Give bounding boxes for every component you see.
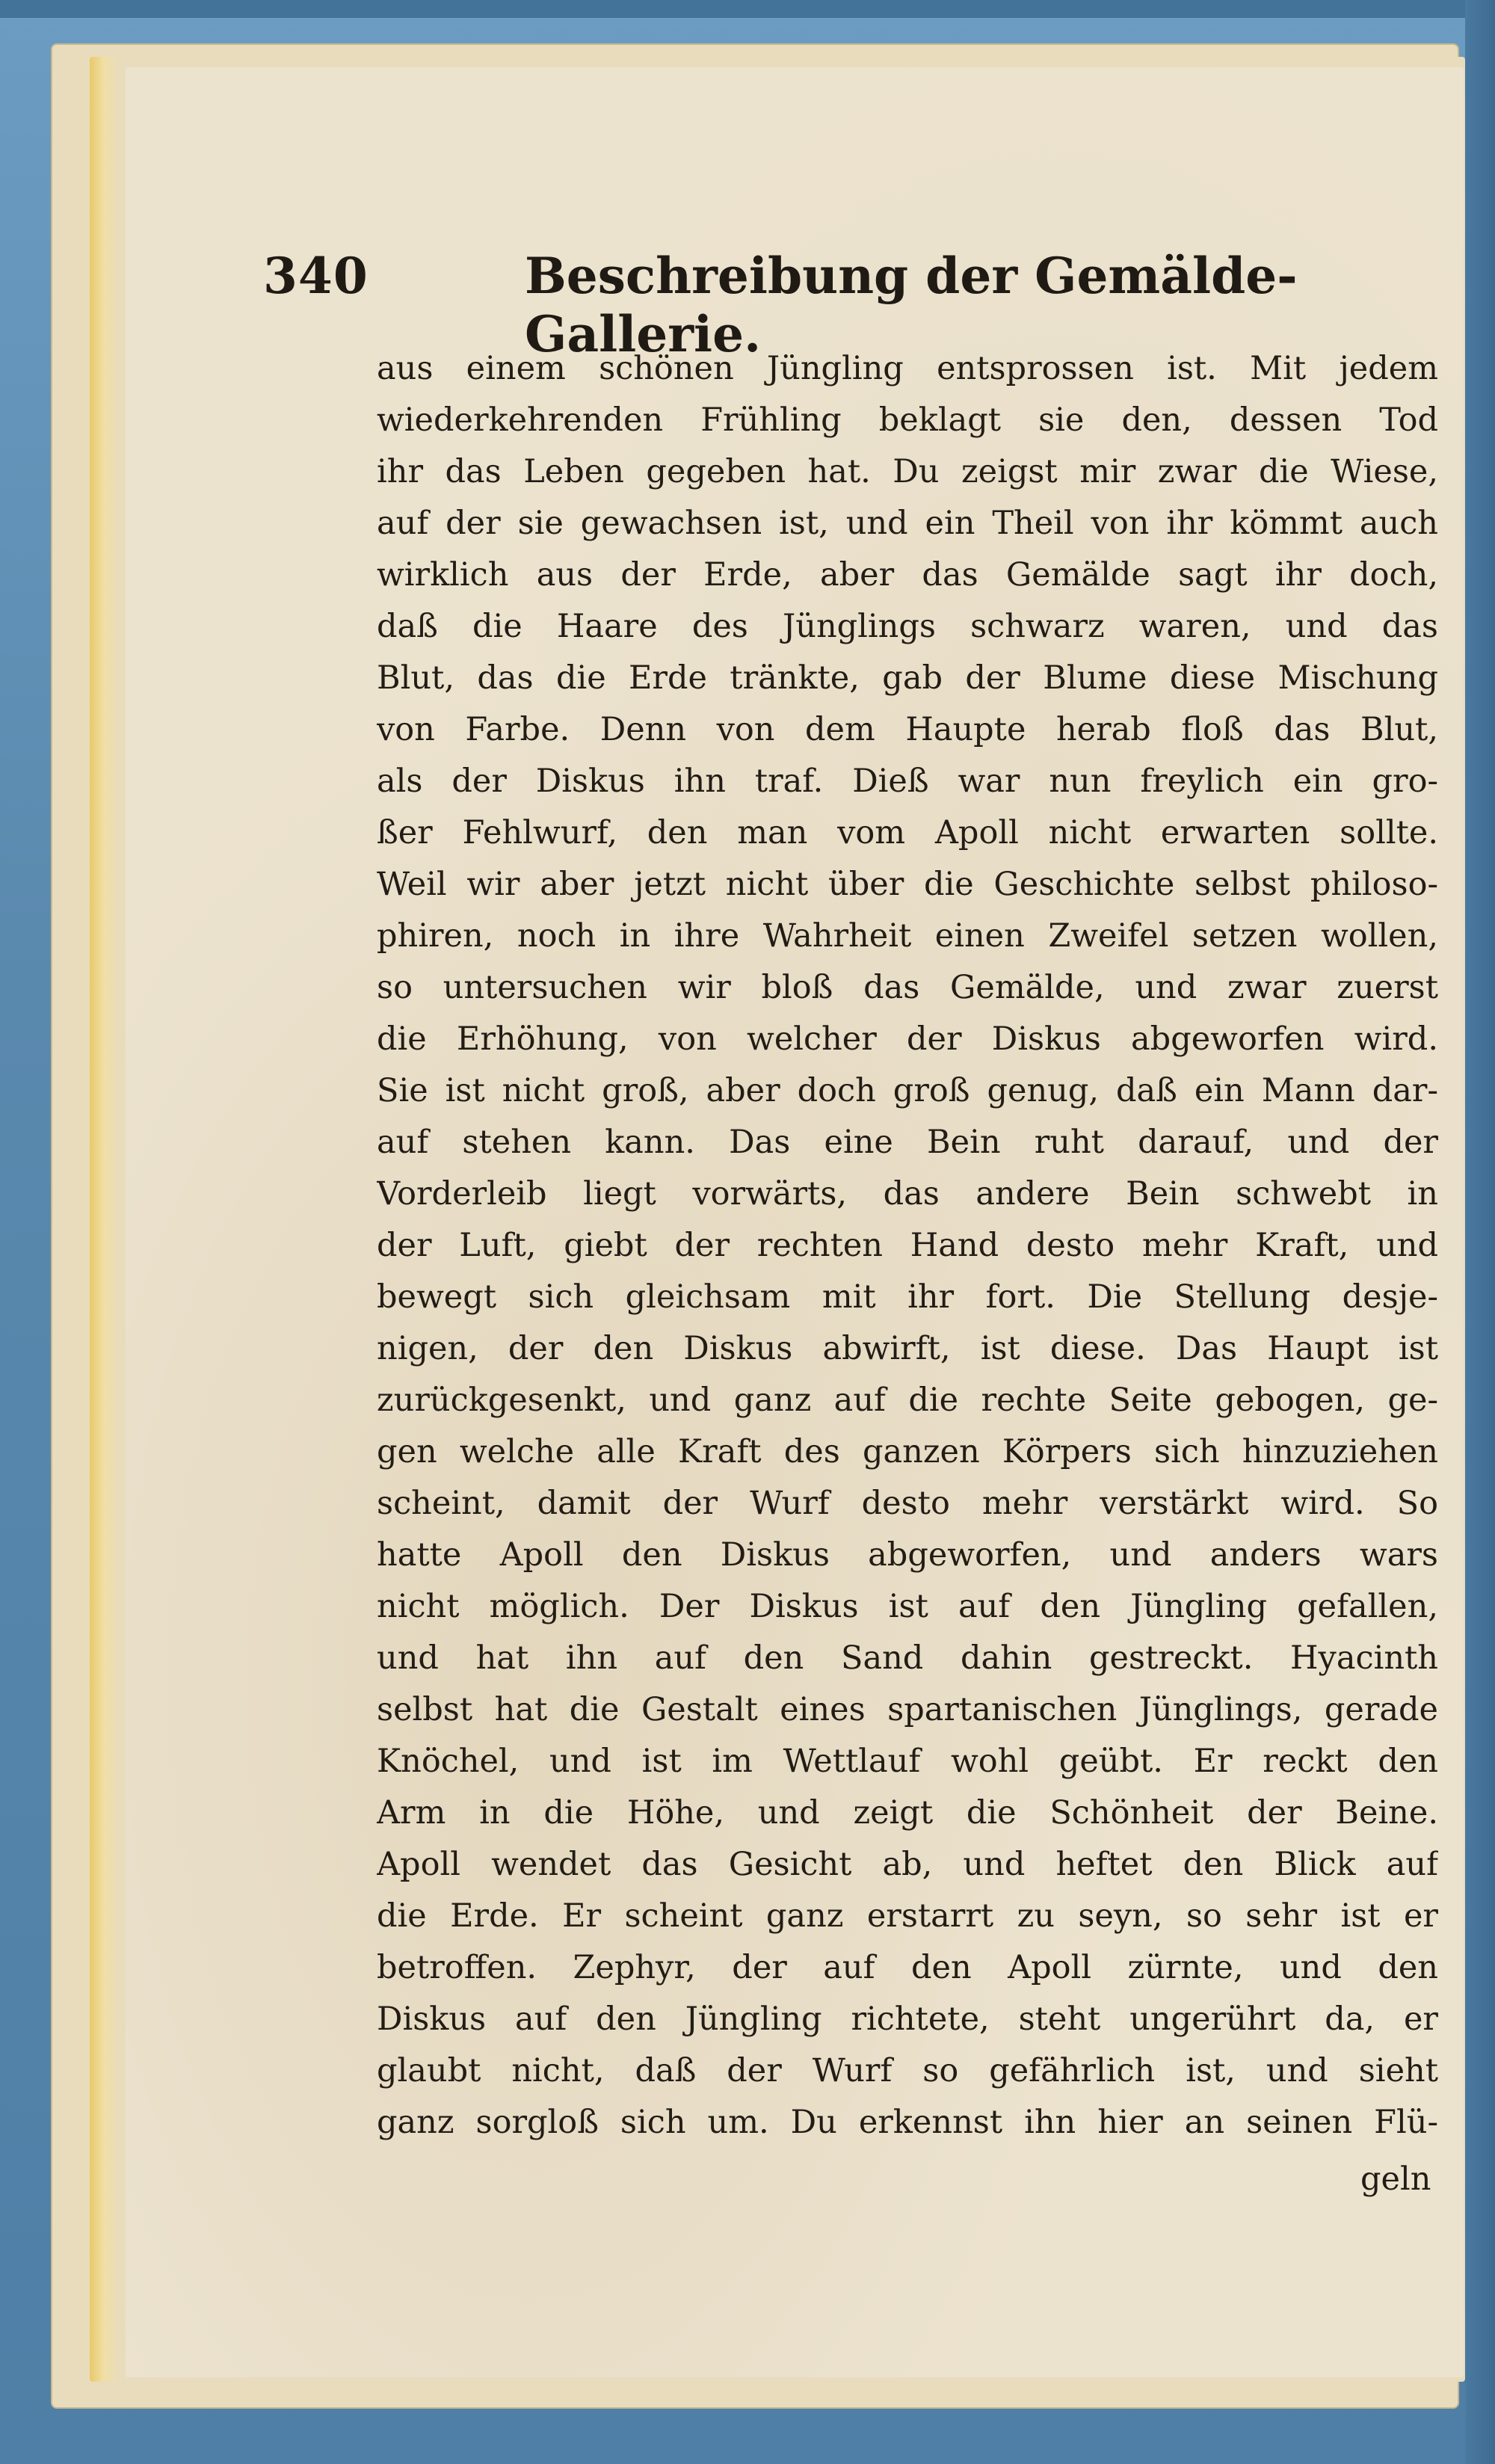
cover-edge-right bbox=[1465, 0, 1495, 2464]
text-line: Blut, das die Erde tränkte, gab der Blume diese Mischung bbox=[377, 659, 1438, 697]
text-line: so untersuchen wir bloß das Gemälde, und zwar zuerst bbox=[377, 969, 1438, 1006]
text-line: auf der sie gewachsen ist, und ein Theil von ihr kömmt auch bbox=[377, 505, 1438, 542]
text-line: betroffen. Zephyr, der auf den Apoll zürnte, und den bbox=[377, 1949, 1438, 1986]
text-line: ihr das Leben gegeben hat. Du zeigst mir zwar die Wiese, bbox=[377, 453, 1438, 490]
text-line: nigen, der den Diskus abwirft, ist diese. Das Haupt ist bbox=[377, 1330, 1438, 1367]
catchword: geln bbox=[1360, 2160, 1431, 2198]
text-line: die Erde. Er scheint ganz erstarrt zu seyn, so sehr ist er bbox=[377, 1897, 1438, 1935]
text-line: phiren, noch in ihre Wahrheit einen Zweifel setzen wollen, bbox=[377, 917, 1438, 955]
text-line: scheint, damit der Wurf desto mehr verstärkt wird. So bbox=[377, 1485, 1438, 1522]
text-line: bewegt sich gleichsam mit ihr fort. Die Stellung desje- bbox=[377, 1278, 1438, 1316]
text-line: Apoll wendet das Gesicht ab, und heftet den Blick auf bbox=[377, 1846, 1438, 1883]
body-text bbox=[377, 343, 1438, 2149]
text-line: Weil wir aber jetzt nicht über die Geschichte selbst philoso- bbox=[377, 866, 1438, 903]
text-line: hatte Apoll den Diskus abgeworfen, und anders wars bbox=[377, 1536, 1438, 1574]
text-line: wiederkehrenden Frühling beklagt sie den, dessen Tod bbox=[377, 401, 1438, 439]
running-title: Beschreibung der Gemälde-Gallerie. bbox=[525, 247, 1298, 363]
text-line: auf stehen kann. Das eine Bein ruht darauf, und der bbox=[377, 1124, 1438, 1161]
text-line: Vorderleib liegt vorwärts, das andere Bein schwebt in bbox=[377, 1175, 1438, 1213]
page-number: 340 bbox=[263, 247, 369, 305]
text-line: zurückgesenkt, und ganz auf die rechte Seite gebogen, ge- bbox=[377, 1382, 1438, 1419]
text-line: Sie ist nicht groß, aber doch groß genug, daß ein Mann dar- bbox=[377, 1072, 1438, 1109]
text-line: der Luft, giebt der rechten Hand desto mehr Kraft, und bbox=[377, 1227, 1438, 1264]
text-line: gen welche alle Kraft des ganzen Körpers sich hinzuziehen bbox=[377, 1433, 1438, 1470]
cover-edge-top bbox=[0, 0, 1495, 18]
text-line: selbst hat die Gestalt eines spartanischen Jünglings, gerade bbox=[377, 1691, 1438, 1728]
text-line: Diskus auf den Jüngling richtete, steht ungerührt da, er bbox=[377, 2001, 1438, 2038]
text-line: aus einem schönen Jüngling entsprossen ist. Mit jedem bbox=[377, 350, 1438, 387]
text-line: von Farbe. Denn von dem Haupte herab floß das Blut, bbox=[377, 711, 1438, 748]
text-line: als der Diskus ihn traf. Dieß war nun freylich ein gro- bbox=[377, 763, 1438, 800]
text-line: wirklich aus der Erde, aber das Gemälde sagt ihr doch, bbox=[377, 556, 1438, 594]
text-line: nicht möglich. Der Diskus ist auf den Jüngling gefallen, bbox=[377, 1588, 1438, 1625]
text-line: glaubt nicht, daß der Wurf so gefährlich ist, und sieht bbox=[377, 2052, 1438, 2089]
text-line: daß die Haare des Jünglings schwarz waren, und das bbox=[377, 608, 1438, 645]
text-line: ganz sorgloß sich um. Du erkennst ihn hier an seinen Flü- bbox=[377, 2104, 1438, 2141]
text-line: die Erhöhung, von welcher der Diskus abgeworfen wird. bbox=[377, 1020, 1438, 1058]
page-header bbox=[263, 247, 1310, 363]
text-line: Arm in die Höhe, und zeigt die Schönheit der Beine. bbox=[377, 1794, 1438, 1832]
text-line: ßer Fehlwurf, den man vom Apoll nicht erwarten sollte. bbox=[377, 814, 1438, 851]
text-line: Knöchel, und ist im Wettlauf wohl geübt. Er reckt den bbox=[377, 1743, 1438, 1780]
text-line: und hat ihn auf den Sand dahin gestreckt. Hyacinth bbox=[377, 1639, 1438, 1677]
